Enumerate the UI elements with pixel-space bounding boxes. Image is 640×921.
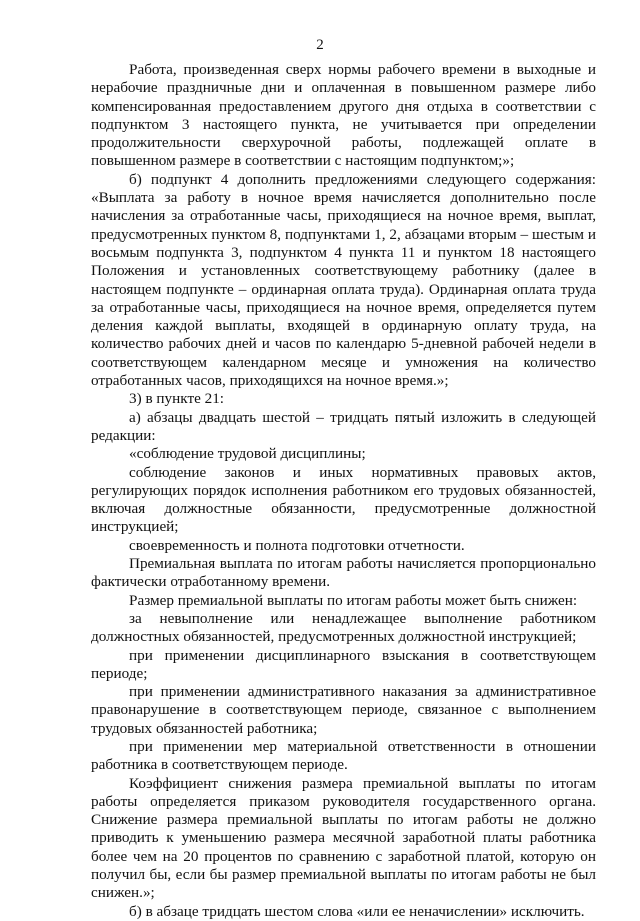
document-body (91, 61, 596, 921)
paragraph: Работа, произведенная сверх нормы рабочего времени в выходные и нерабочие праздничные дни и оплаченная в повышенном размере либо компенсированная предоставлением другого дня отдыха в соответствии с подпунктом 3 настоящего пункта, не учитывается при определении продолжительности сверхурочной работы, подлежащей оплате в повышенном размере в соответствии с настоящим подпунктом;»; (91, 61, 596, 170)
page-number: 2 (316, 37, 324, 53)
paragraph: 3) в пункте 21: (129, 390, 225, 408)
paragraph: б) в абзаце тридцать шестом слова «или ее неначислении» исключить. (129, 902, 585, 920)
paragraph: «соблюдение трудовой дисциплины; (129, 445, 366, 463)
paragraph: а) абзацы двадцать шестой – тридцать пятый изложить в следующей редакции: (91, 408, 596, 444)
paragraph: Коэффициент снижения размера премиальной выплаты по итогам работы определяется приказом руководителя государственного органа. Снижение размера премиальной выплаты по итогам работы не должно приводить к уменьшению размера месячной заработной платы работника более чем на 20 процентов по сравнению с заработной платой, которую он получил бы, если бы размер премиальной выплаты по итогам работы не был снижен.»; (91, 774, 596, 902)
paragraph: Премиальная выплата по итогам работы начисляется пропорционально фактически отработанному времени. (91, 555, 596, 591)
paragraph: своевременность и полнота подготовки отчетности. (129, 536, 465, 554)
paragraph: при применении мер материальной ответственности в отношении работника в соответствующем периоде. (91, 737, 596, 774)
paragraph: б) подпункт 4 дополнить предложениями следующего содержания: «Выплата за работу в ночное время начисляется дополнительно после начисления за отработанные часы, приходящиеся на ночное время, выплат, предусмотренных пунктом 8, подпунктами 1, 2, абзацами вторым – шестым и восьмым подпункта 3, подпунктом 4 пункта 11 и пунктом 18 настоящего Положения и установленных соответствующему работнику (далее в настоящем подпункте – ординарная оплата труда). Ординарная оплата труда за отработанные часы, приходящиеся на ночное время, определяется путем деления каждой выплаты, входящей в ординарную оплату труда, на количество рабочих дней и часов по календарю 5-дневной рабочей недели в соответствующем календарном месяце и умножения на количество отработанных часов, приходящихся на ночное время.»; (91, 170, 596, 390)
paragraph: при применении дисциплинарного взыскания в соответствующем периоде; (91, 646, 596, 682)
paragraph: соблюдение законов и иных нормативных правовых актов, регулирующих порядок исполнения работником его трудовых обязанностей, включая должностные обязанности, предусмотренные должностной инструкцией; (91, 463, 596, 536)
paragraph: Размер премиальной выплаты по итогам работы может быть снижен: (129, 591, 578, 609)
paragraph: за невыполнение или ненадлежащее выполнение работником должностных обязанностей, предусмотренных должностной инструкцией; (91, 609, 596, 646)
paragraph: при применении административного наказания за административное правонарушение в соответствующем периоде, связанное с выполнением трудовых обязанностей работника; (91, 683, 596, 737)
